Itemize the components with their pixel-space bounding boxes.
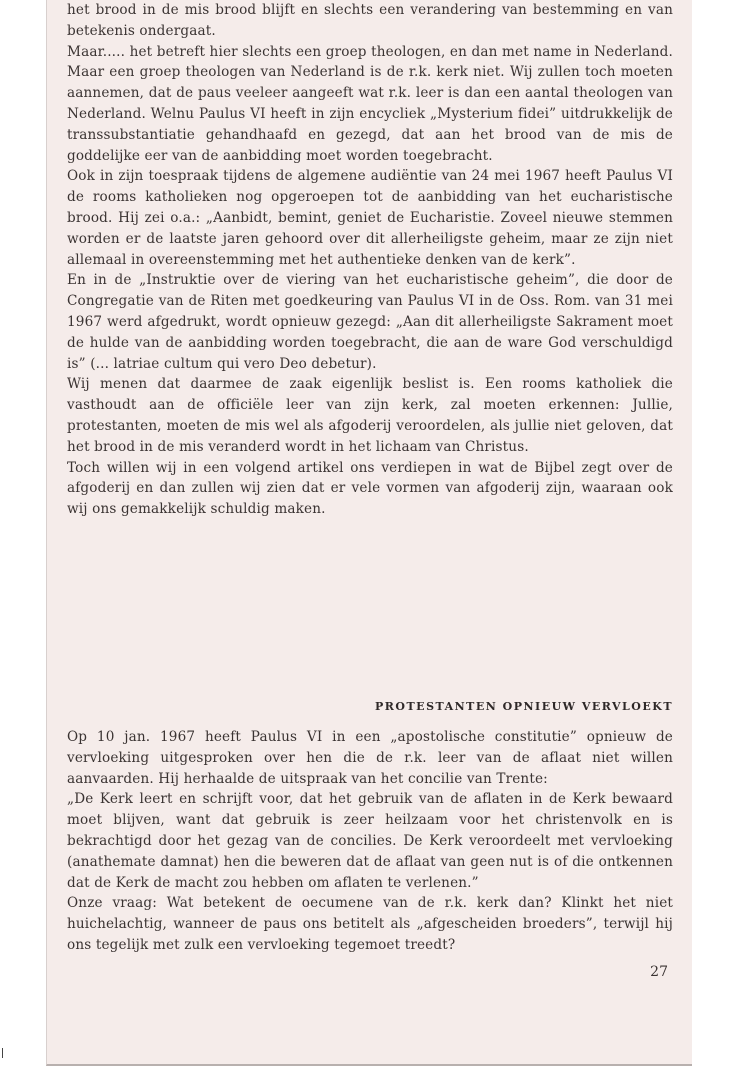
paragraph: Onze vraag: Wat betekent de oecumene van de r.k. kerk dan? Klinkt het niet huichelachtig, wanneer de paus ons betitelt als „afgescheiden broeders”, terwijl hij ons tegelijk met zulk een vervloeking tegemoet treedt? xyxy=(67,895,673,953)
page-number: 27 xyxy=(650,964,668,980)
scan-mark xyxy=(2,1048,3,1058)
paragraph: het brood in de mis brood blijft en slechts een verandering van bestemming en van betekenis ondergaat. xyxy=(67,2,673,39)
book-page xyxy=(46,0,692,1066)
paragraph: Wij menen dat daarmee de zaak eigenlijk beslist is. Een rooms katholiek die vasthoudt aan de officiële leer van zijn kerk, zal moeten erkennen: Jullie, protestanten, moeten de mis wel als afgoderij veroordelen, als jullie niet geloven, dat het brood in de mis veranderd wordt in het lichaam van Christus. xyxy=(67,376,673,455)
paragraph: En in de „Instruktie over de viering van het eucharistische geheim”, die door de Congregatie van de Riten met goedkeuring van Paulus VI in de Oss. Rom. van 31 mei 1967 werd afgedrukt, wordt opnieuw gezegd: „Aan dit allerheiligste Sakrament moet de hulde van de aanbidding worden toegebracht, die aan de ware God verschuldigd is” (... latriae cultum qui vero Deo debetur). xyxy=(67,272,673,372)
paragraph: „De Kerk leert en schrijft voor, dat het gebruik van de aflaten in de Kerk bewaard moet blijven, want dat gebruik is zeer heilzaam voor het christenvolk en is bekrachtigd door het gezag van de concilies. De Kerk veroordeelt met vervloeking (anathemate damnat) hen die beweren dat de aflaat van geen nut is of die ontkennen dat de Kerk de macht zou hebben om aflaten te verlenen.” xyxy=(67,791,673,891)
paragraph: Maar..... het betreft hier slechts een groep theologen, en dan met name in Nederland. Maar een groep theologen van Nederland is de r.k. kerk niet. Wij zullen toch moeten aannemen, dat de paus veeleer aangeeft wat r.k. leer is dan een aantal theologen van Nederland. Welnu Paulus VI heeft in zijn encycliek „Mysterium fidei” uitdrukkelijk de transsubstantiatie gehandhaafd en gezegd, dat aan het brood van de mis de goddelijke eer van de aanbidding moet worden toegebracht. xyxy=(67,43,673,164)
section-2-text xyxy=(67,727,673,956)
paragraph: Op 10 jan. 1967 heeft Paulus VI in een „apostolische constitutie” opnieuw de vervloeking uitgesproken over hen die de r.k. leer van de aflaat niet willen aanvaarden. Hij herhaalde de uitspraak van het concilie van Trente: xyxy=(67,729,673,787)
section-1-text xyxy=(67,0,673,520)
section-heading: PROTESTANTEN OPNIEUW VERVLOEKT xyxy=(375,700,673,713)
paragraph: Toch willen wij in een volgend artikel ons verdiepen in wat de Bijbel zegt over de afgoderij en dan zullen wij zien dat er vele vormen van afgoderij zijn, waaraan ook wij ons gemakkelijk schuldig maken. xyxy=(67,459,673,518)
paragraph: Ook in zijn toespraak tijdens de algemene audiëntie van 24 mei 1967 heeft Paulus VI de rooms katholieken nog opgeroepen tot de aanbidding van het eucharistische brood. Hij zei o.a.: „Aanbidt, bemint, geniet de Eucharistie. Zoveel nieuwe stemmen worden er de laatste jaren gehoord over dit allerheiligste geheim, maar ze zijn niet allemaal in overeenstemming met het authentieke denken van de kerk”. xyxy=(67,168,673,268)
